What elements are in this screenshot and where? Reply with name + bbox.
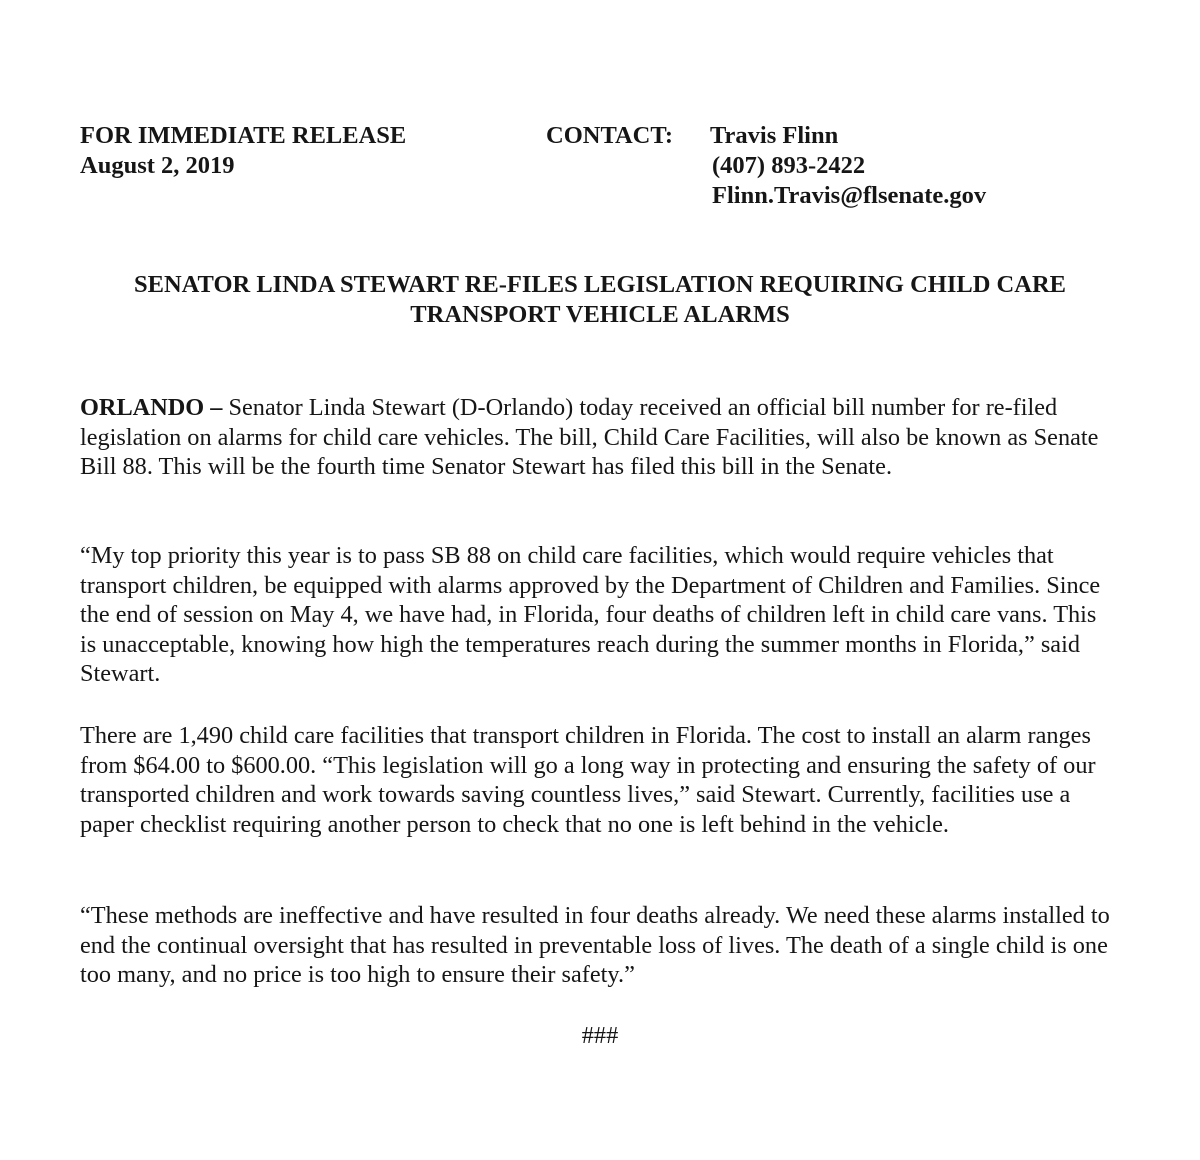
release-info	[80, 121, 406, 181]
end-mark: ###	[581, 1022, 619, 1049]
dateline: ORLANDO –	[80, 394, 223, 421]
release-label: FOR IMMEDIATE RELEASE	[80, 122, 407, 149]
paragraph-4: “These methods are ineffective and have resulted in four deaths already. We need these alarms installed to end the continual oversight that has resulted in preventable loss of lives. The death of a single child is one too many, and no price is too high to ensure their safety.”	[80, 902, 1110, 989]
paragraph-1-text: Senator Linda Stewart (D-Orlando) today received an official bill number for re-filed legislation on alarms for child care vehicles. The bill, Child Care Facilities, will also be known as Senate Bill 88. This will be the fourth time Senator Stewart has filed this bill in the Senate.	[80, 394, 1099, 481]
contact-name: Travis Flinn	[710, 122, 839, 149]
contact-label: CONTACT:	[546, 122, 674, 149]
contact-phone: (407) 893-2422	[712, 152, 866, 179]
headline-line-1: SENATOR LINDA STEWART RE-FILES LEGISLATION REQUIRING CHILD CARE	[134, 271, 1066, 298]
paragraph-3: There are 1,490 child care facilities that transport children in Florida. The cost to install an alarm ranges from $64.00 to $600.00. “This legislation will go a long way in protecting and ensuring the safety of our transported children and work towards saving countless lives,” said Stewart. Currently, facilities use a paper checklist requiring another person to check that no one is left behind in the vehicle.	[80, 722, 1096, 838]
release-date: August 2, 2019	[80, 152, 235, 179]
paragraph-1	[80, 393, 1110, 482]
contact-info	[546, 121, 986, 211]
paragraph-2: “My top priority this year is to pass SB 88 on child care facilities, which would require vehicles that transport children, be equipped with alarms approved by the Department of Children and Families. Since the end of session on May 4, we have had, in Florida, four deaths of children left in child care vans. This is unacceptable, knowing how high the temperatures reach during the summer months in Florida,” said Stewart.	[80, 542, 1101, 688]
headline-line-2: TRANSPORT VEHICLE ALARMS	[410, 301, 790, 328]
contact-email: Flinn.Travis@flsenate.gov	[712, 182, 987, 209]
headline	[70, 270, 1130, 330]
